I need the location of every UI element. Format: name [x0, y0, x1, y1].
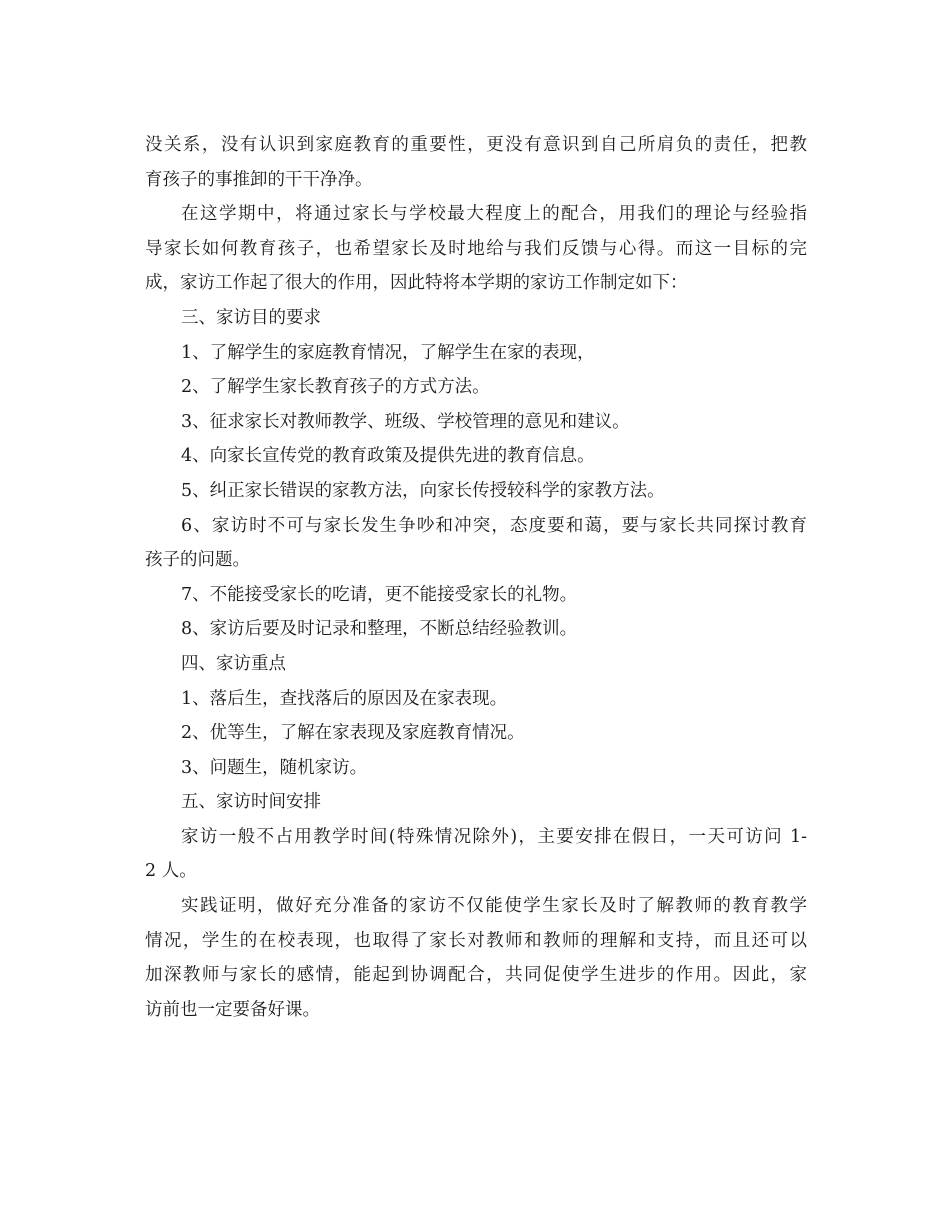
text-line: 三、家访目的要求 — [181, 307, 321, 328]
text-line: 1、落后生，查找落后的原因及在家表现。 — [181, 688, 508, 709]
text-line: 五、家访时间安排 — [181, 792, 321, 813]
text-line: 育孩子的事推卸的干干净净。 — [145, 169, 373, 190]
text-line: 孩子的问题。 — [145, 550, 250, 571]
text-line: 没关系，没有认识到家庭教育的重要性，更没有意识到自己所肩负的责任，把教 — [145, 135, 807, 155]
document-body — [145, 128, 807, 1027]
text-line: 情况，学生的在校表现，也取得了家长对教师和教师的理解和支持，而且还可以 — [145, 930, 807, 951]
text-line: 6、家访时不可与家长发生争吵和冲突，态度要和蔼，要与家长共同探讨教育 — [181, 515, 807, 536]
text-line: 3、问题生，随机家访。 — [181, 757, 368, 778]
text-line: 5、纠正家长错误的家教方法，向家长传授较科学的家教方法。 — [181, 480, 665, 501]
text-line: 实践证明，做好充分准备的家访不仅能使学生家长及时了解教师的教育教学 — [181, 896, 807, 917]
text-line: 家访一般不占用教学时间(特殊情况除外)，主要安排在假日，一天可访问 1- — [181, 826, 807, 847]
text-line: 导家长如何教育孩子，也希望家长及时地给与我们反馈与心得。而这一目标的完 — [145, 238, 807, 259]
text-line: 2、了解学生家长教育孩子的方式方法。 — [181, 377, 490, 398]
text-line: 2、优等生，了解在家表现及家庭教育情况。 — [181, 723, 525, 744]
text-line: 访前也一定要备好课。 — [145, 999, 320, 1020]
text-line: 7、不能接受家长的吃请，更不能接受家长的礼物。 — [181, 584, 578, 605]
text-line: 4、向家长宣传党的教育政策及提供先进的教育信息。 — [181, 446, 595, 467]
text-line: 2 人。 — [145, 861, 197, 882]
text-line: 加深教师与家长的感情，能起到协调配合，共同促使学生进步的作用。因此，家 — [145, 965, 807, 986]
text-line: 1、了解学生的家庭教育情况，了解学生在家的表现， — [181, 342, 595, 363]
text-line: 四、家访重点 — [181, 653, 286, 674]
text-line: 3、征求家长对教师教学、班级、学校管理的意见和建议。 — [181, 411, 630, 432]
text-line: 8、家访后要及时记录和整理，不断总结经验教训。 — [181, 619, 578, 640]
text-line: 成，家访工作起了很大的作用，因此特将本学期的家访工作制定如下： — [145, 273, 688, 294]
text-line: 在这学期中，将通过家长与学校最大程度上的配合，用我们的理论与经验指 — [181, 204, 807, 225]
